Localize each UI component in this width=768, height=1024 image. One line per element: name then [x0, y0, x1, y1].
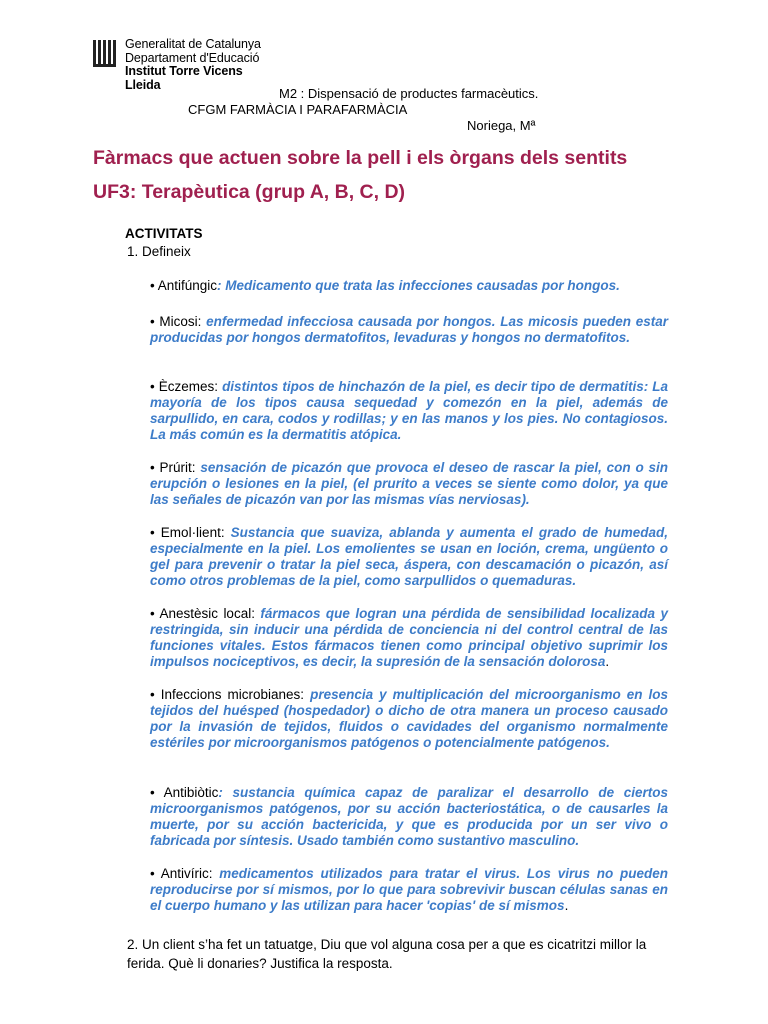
definition-text: Sustancia que suaviza, ablanda y aumenta el grado de humedad, especialmente en la piel. Los emolientes se usan en loción, crema, ungüento o gel para prevenir o tratar la piel seca, áspera, con descamación o picazón, así como otros problemas de la piel, como sarpullidos o quemaduras. [150, 525, 668, 588]
logo-line-3: Institut Torre Vicens [125, 64, 243, 78]
author-name: Noriega, Mª [467, 118, 536, 133]
definition-prurit [150, 460, 668, 508]
definition-text: : Medicamento que trata las infecciones causadas por hongos. [217, 278, 620, 293]
definition-text: fármacos que logran una pérdida de sensibilidad localizada y restringida, sin inducir una pérdida de conciencia ni del control central de las funciones vitales. Estos fármacos tienen como principal objetivo suprimir los impulsos nociceptivos, es decir, la supresión de la sensación dolorosa [150, 606, 668, 669]
definition-text: distintos tipos de hinchazón de la piel, es decir tipo de dermatitis: La mayoría de los tipos causa sequedad y comezón en la piel, además de sarpullido, en cara, codos y rodillas; y en las manos y los pies. No contagiosos. La más común es la dermatitis atópica. [150, 379, 668, 442]
definition-text: presencia y multiplicación del microorganismo en los tejidos del huésped (hospedador) o dicho de otra manera un proceso causado por la invasión de tejidos, fluidos o cavidades del organismo normalmente estériles por microorganismos patógenos o potencialmente patógenos. [150, 687, 668, 750]
definition-term: • Antivíric: [150, 866, 220, 881]
course-name: CFGM FARMÀCIA I PARAFARMÀCIA [188, 102, 408, 117]
definition-emollient [150, 525, 668, 589]
definition-text: medicamentos utilizados para tratar el virus. Los virus no pueden reproducirse por sí mismos, por lo que para sobrevivir buscan células sanas en el cuerpo humano y las utilizan para hacer 'copias' de sí mismos [150, 866, 668, 913]
definition-term: • Micosi: [150, 314, 207, 329]
question-2: 2. Un client s’ha fet un tatuatge, Diu que vol alguna cosa per a que es cicatritzi millor la ferida. Què li donaries? Justifica la resposta. [127, 937, 647, 971]
definition-term: • Antifúngic [150, 278, 218, 293]
definition-antifungic [150, 278, 668, 294]
institution-logo [93, 38, 293, 98]
definition-term: • Emol·lient: [150, 525, 231, 540]
definition-micosi [150, 314, 668, 346]
unit-title: UF3: Terapèutica (grup A, B, C, D) [93, 181, 406, 203]
definition-term: • Prúrit: [150, 460, 201, 475]
logo-line-2: Departament d'Educació [125, 50, 260, 65]
activities-heading: ACTIVITATS [125, 226, 203, 241]
definition-infeccions-microbianes [150, 687, 668, 751]
page-title: Fàrmacs que actuen sobre la pell i els òrgans dels sentits [93, 147, 628, 169]
definition-antiviric [150, 866, 668, 914]
definition-term: • Infeccions microbianes: [150, 687, 311, 702]
definition-text: enfermedad infecciosa causada por hongos. Las micosis pueden estar producidas por hongos dermatofitos, levaduras y hongos no dermatofitos. [150, 314, 668, 345]
definition-anestesic-local [150, 606, 668, 670]
definition-tail: . [605, 654, 610, 669]
definition-eczemes [150, 379, 668, 443]
logo-line-1: Generalitat de Catalunya [125, 37, 261, 51]
definition-text: sensación de picazón que provoca el deseo de rascar la piel, con o sin erupción o lesiones en la piel, (el prurito a veces se siente como dolor, ya que las señales de picazón van por las mismas vías nerviosas). [150, 460, 669, 507]
generalitat-emblem-icon [93, 40, 119, 74]
question-1: 1. Defineix [127, 244, 191, 259]
logo-line-4: Lleida [125, 77, 161, 92]
definition-antibiotic [150, 785, 668, 849]
module-name: M2 : Dispensació de productes farmacèutics. [279, 86, 539, 101]
definition-term: • Èczemes: [150, 379, 223, 394]
definition-tail: . [564, 898, 569, 913]
definition-term: • Anestèsic local: [150, 606, 261, 621]
definition-term: • Antibiòtic [150, 785, 219, 800]
definition-text: : sustancia química capaz de paralizar el desarrollo de ciertos microorganismos patógenos, por su acción bacteriostática, o de causarles la muerte, por su acción bactericida, y que es producida por un ser vivo o fabricada por síntesis. Usado también como sustantivo masculino. [150, 785, 669, 848]
